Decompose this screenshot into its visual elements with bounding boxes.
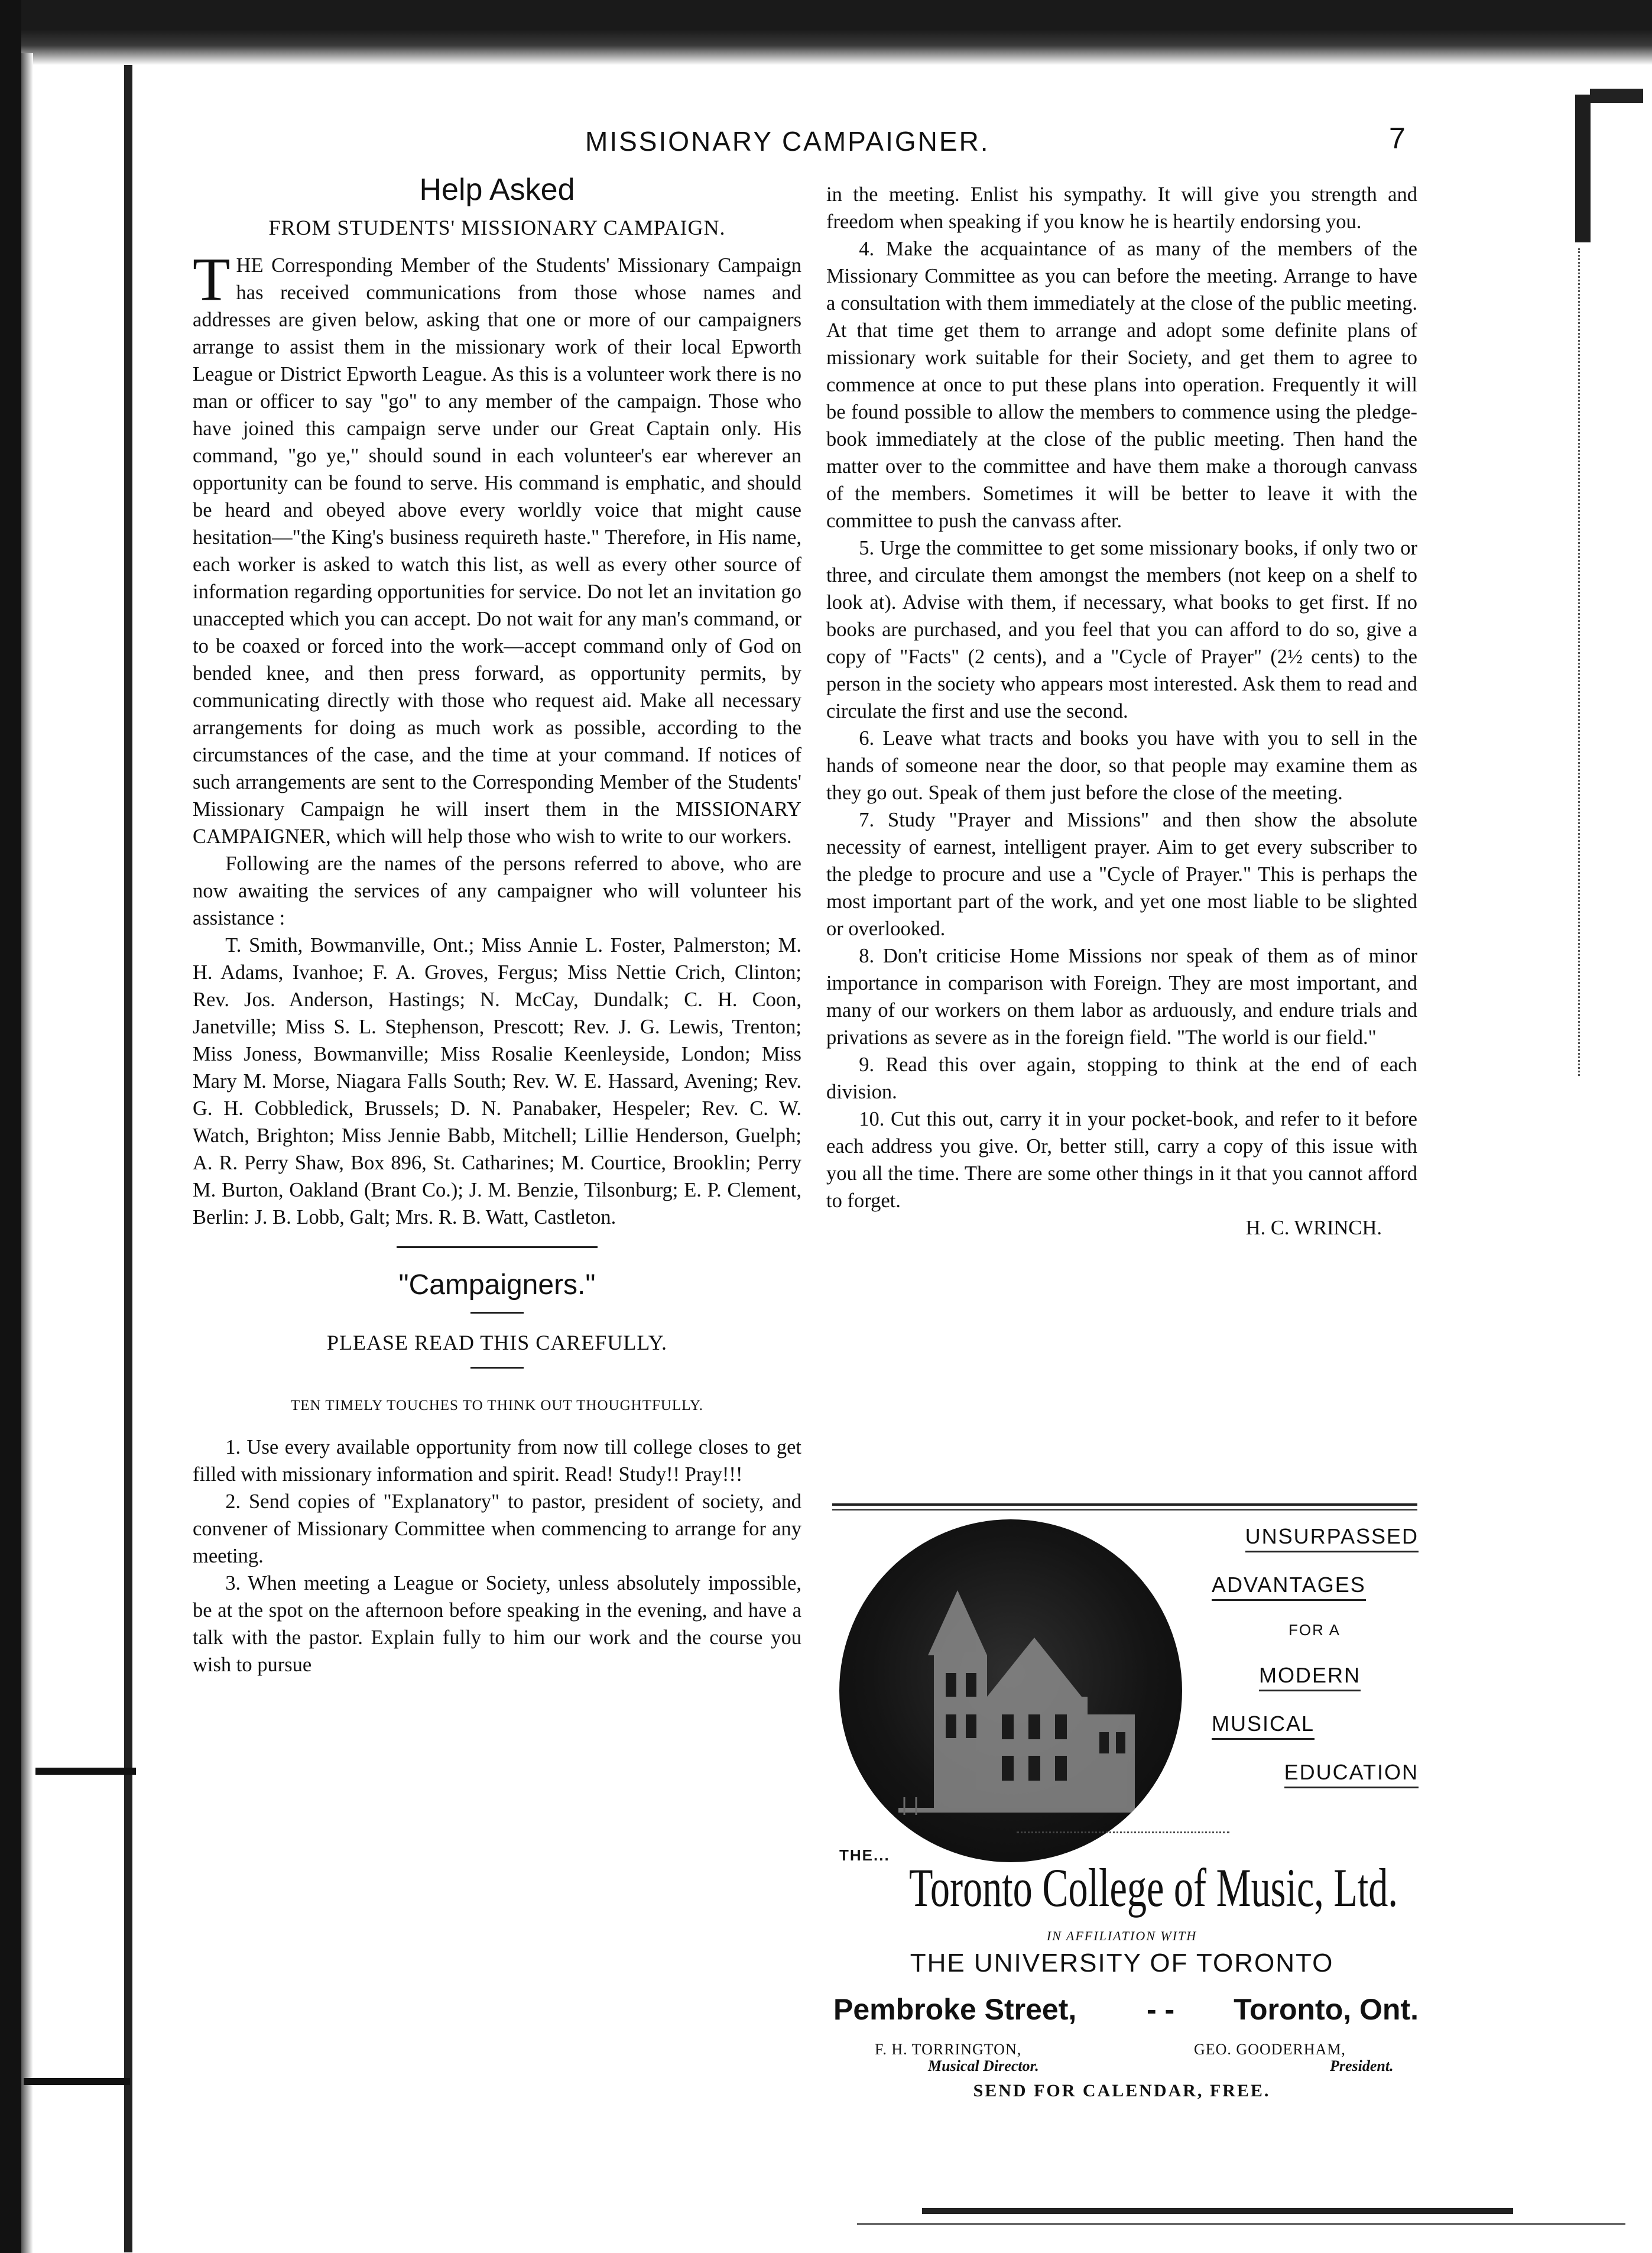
ad-tagline: MODERN xyxy=(1259,1663,1361,1691)
director-title: Musical Director. xyxy=(928,2057,1039,2074)
ad-tagline: ADVANTAGES xyxy=(1212,1573,1366,1601)
binding-spine xyxy=(124,65,132,2252)
list-item-continued: in the meeting. Enlist his sympathy. It will give you strength and freedom when speaking if you know he is heartily endorsing you. xyxy=(826,183,1417,233)
ad-tagline: UNSURPASSED xyxy=(1245,1524,1419,1552)
scan-edge-right xyxy=(1590,89,1643,103)
street-name: Pembroke Street, xyxy=(833,1993,1077,2026)
short-divider xyxy=(470,1367,524,1369)
section-title: "Campaigners." xyxy=(398,1269,596,1301)
list-item: 6. Leave what tracts and books you have with you to sell in the hands of someone near the door, so that people may examine them as they go out. Speak of them just before the close of the meeting. xyxy=(826,727,1417,804)
president-name: GEO. GOODERHAM, xyxy=(1194,2041,1346,2058)
college-building-engraving xyxy=(839,1519,1182,1862)
ad-tagline: EDUCATION xyxy=(1284,1760,1419,1788)
drop-cap: T xyxy=(193,245,231,313)
list-item: 3. When meeting a League or Society, unless absolutely impossible, be at the spot on the afternoon before speaking in the evening, and have a talk with the pastor. Explain fully to him our work and the course you wish to pursue xyxy=(193,1572,801,1676)
ad-top-rule xyxy=(832,1509,1417,1510)
list-item: 4. Make the acquaintance of as many of the members of the Missionary Committee as you can before the meeting. Arrange to have a consultation with them immediately at the close of the public meeting. At that time get them to arrange and adopt some definite plans of missionary work suitable for their Society, and get them to agree to commence at once to put these plans into operation. Frequently it will be found possible to allow the members to commence using the pledge-book immediately at the close of the public meeting. Then hand the matter over to the committee and have them make a thorough canvass of the members. Sometimes it will be better to leave it with the committee to push the canvass after. xyxy=(826,238,1417,532)
ad-divider xyxy=(1017,1831,1229,1835)
director-name: F. H. TORRINGTON, xyxy=(875,2041,1022,2058)
names-list: T. Smith, Bowmanville, Ont.; Miss Annie L. Foster, Palmerston; M. H. Adams, Ivanhoe; F. A. Groves, Fergus; Miss Nettie Crich, Clinton; Rev. Jos. Anderson, Hastings; N. McCay, Dundalk; C. H. Coon, Janetville; Miss S. L. Stephenson, Prescott; Rev. J. G. Lewis, Trenton; Miss Joness, Bowmanville; Miss Rosalie Keenleyside, London; Miss Mary M. Morse, Niagara Falls South; Rev. W. E. Hassard, Avening; Rev. G. H. Cobbledick, Brussels; D. N. Panabaker, Hespeler; Rev. C. W. Watch, Brighton; Miss Jennie Babb, Mitchell; Lillie Henderson, Guelph; A. R. Perry Shaw, Box 896, St. Catharines; M. Courtice, Brooklin; Perry M. Burton, Oakland (Brant Co.); J. M. Benzie, Tilsonburg; E. P. Clement, Berlin: J. B. Lobb, Galt; Mrs. R. B. Watt, Castleton. xyxy=(193,934,801,1228)
running-title: MISSIONARY CAMPAIGNER. xyxy=(585,126,990,157)
binding-mark xyxy=(24,2078,130,2085)
list-item: 10. Cut this out, carry it in your pocket-book, and refer to it before each address you give. Or, better still, carry a copy of this issue with you all the time. There are some other things in it that you cannot afford to forget. xyxy=(826,1108,1417,1212)
scan-edge-right xyxy=(1575,95,1591,242)
college-name: Toronto College of Music, Ltd. xyxy=(909,1857,1398,1918)
address-dashes: - - xyxy=(1147,1993,1175,2026)
scan-shadow-left xyxy=(21,53,33,2253)
page-number: 7 xyxy=(1389,122,1406,155)
ad-top-rule xyxy=(832,1503,1417,1506)
list-item: 5. Urge the committee to get some missionary books, if only two or three, and circulate them amongst the members (not keep on a shelf to look at). Advise with them, if necessary, what books to get first. If no books are purchased, and you feel that you can afford to do so, give a copy of "Facts" (2 cents), and a "Cycle of Prayer" (2½ cents) to the person in the society who appears most interested. Ask them to read and circulate the first and use the second. xyxy=(826,537,1417,722)
list-item: 9. Read this over again, stopping to think at the end of each division. xyxy=(826,1053,1417,1103)
list-item: 8. Don't criticise Home Missions nor speak of them as of minor importance in comparison with Foreign. They are most important, and many of our workers on them labor as arduously, and endure trials and privations as severe as in the foreign field. "The world is our field." xyxy=(826,945,1417,1049)
signature: H. C. WRINCH. xyxy=(1245,1217,1382,1239)
calendar-offer: SEND FOR CALENDAR, FREE. xyxy=(973,2081,1271,2100)
ad-taglines xyxy=(1200,1524,1419,1785)
university-name: THE UNIVERSITY OF TORONTO xyxy=(910,1949,1334,1978)
left-column xyxy=(193,173,801,1678)
list-item: 7. Study "Prayer and Missions" and then show the absolute necessity of earnest, intelligent prayer. Aim to get every subscriber to the pledge to procure and use a "Cycle of Prayer." This is perhaps the most important part of the work, and yet one most liable to be slighted or overlooked. xyxy=(826,809,1417,940)
ad-the: THE... xyxy=(839,1846,890,1864)
article-paragraph: Following are the names of the persons referred to above, who are now awaiting the services of any campaigner who will volunteer his assistance : xyxy=(193,852,801,929)
section-subtitle: PLEASE READ THIS CAREFULLY. xyxy=(326,1331,668,1354)
scan-rule-bottom xyxy=(857,2223,1625,2225)
article-title: Help Asked xyxy=(419,173,575,207)
list-item: 2. Send copies of "Explanatory" to pastor, president of society, and convener of Missionary Committee when commencing to arrange for any meeting. xyxy=(193,1490,801,1567)
building-illustration xyxy=(839,1519,1182,1862)
city-name: Toronto, Ont. xyxy=(1234,1993,1419,2026)
affiliation-line: IN AFFILIATION WITH xyxy=(1046,1928,1197,1943)
section-kicker: TEN TIMELY TOUCHES TO THINK OUT THOUGHTFULLY. xyxy=(290,1398,704,1414)
article-paragraph: HE Corresponding Member of the Students' Missionary Campaign has received communications from those whose names and addresses are given below, asking that one or more of our campaigners arrange to assist them in the missionary work of their local Epworth League or District Epworth League. As this is a volunteer work there is no man or officer to say "go" to any member of the campaign. Those who have joined this campaign serve under our Great Captain only. His command, "go ye," should sound in each volunteer's ear wherever an opportunity can be found to serve. His command is emphatic, and should be heard and obeyed above every worldly voice that might cause hesitation—"the King's business requireth haste." Therefore, in His name, each worker is asked to watch this list, as well as every other source of information regarding opportunities for service. Do not let an invitation go unaccepted which you can accept. Do not wait for any man's command, or to be coaxed or forced into the work—accept command only of God on bended knee, and then press forward, as opportunity permits, by communicating directly with those who request aid. Make all necessary arrangements for doing as much work as possible, according to the circumstances of the case, and the time at your command. If notices of such arrangements are sent to the Corresponding Member of the Students' Missionary Campaign he will insert them in the MISSIONARY CAMPAIGNER, which will help those who wish to write to our workers. xyxy=(193,254,801,848)
list-item: 1. Use every available opportunity from now till college closes to get filled with missionary information and spirit. Read! Study!! Pray!!! xyxy=(193,1436,801,1486)
scan-speckle xyxy=(1578,248,1583,1076)
president-title: President. xyxy=(1330,2057,1394,2074)
ad-tagline: FOR A xyxy=(1289,1621,1341,1639)
short-divider xyxy=(470,1312,524,1314)
scan-border-left xyxy=(0,0,21,2253)
ad-tagline: MUSICAL xyxy=(1212,1711,1315,1740)
scan-border-top xyxy=(0,0,1652,65)
article-subtitle: FROM STUDENTS' MISSIONARY CAMPAIGN. xyxy=(268,216,726,239)
scan-rule-bottom xyxy=(922,2208,1513,2214)
section-divider xyxy=(397,1246,598,1248)
binding-mark xyxy=(35,1768,136,1775)
right-column xyxy=(826,181,1417,1241)
address-line xyxy=(833,1992,1419,2027)
